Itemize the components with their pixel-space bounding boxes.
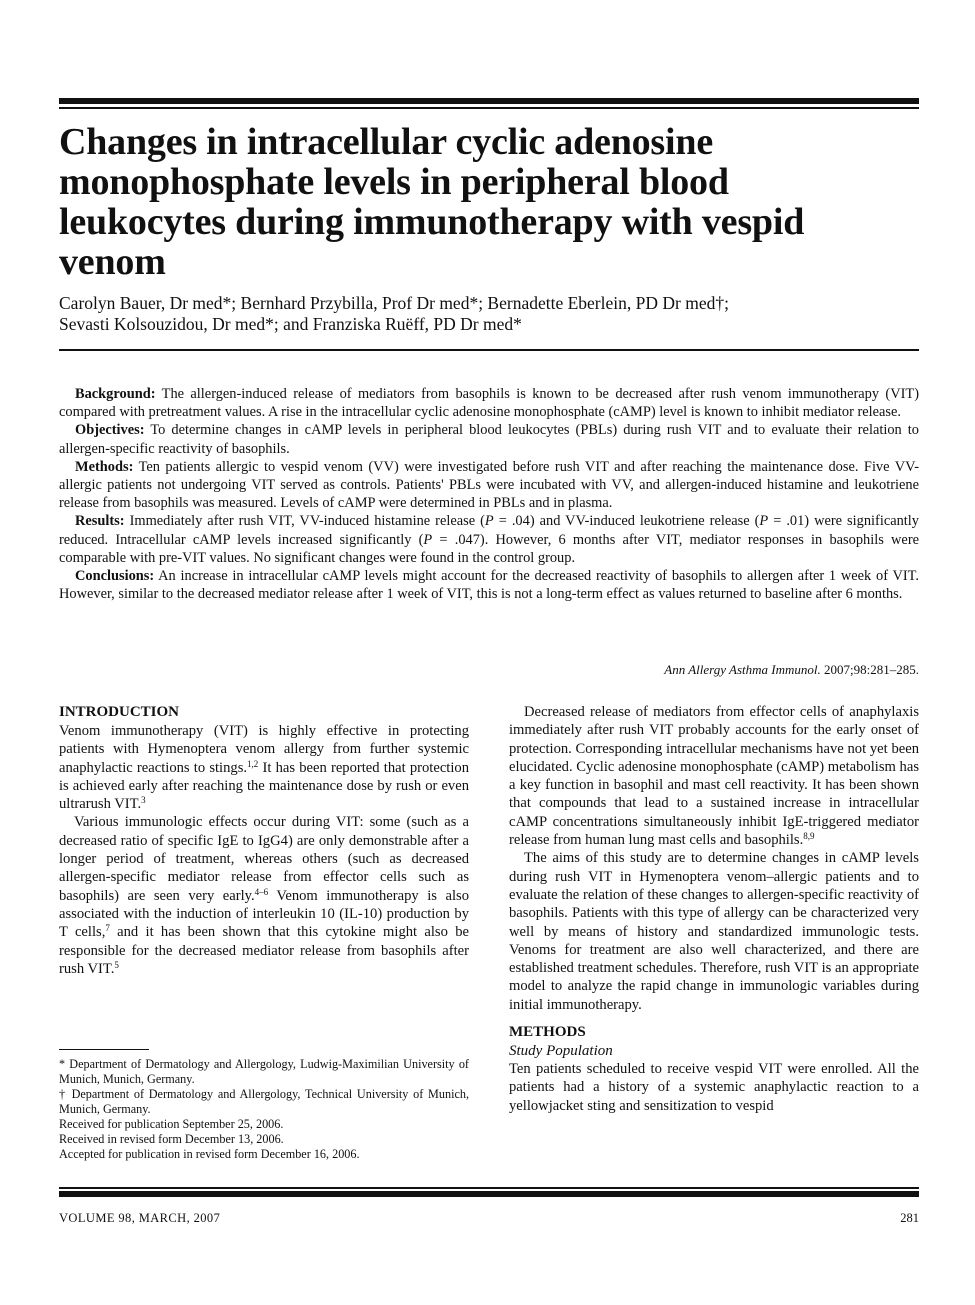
citation-superscript: 8,9 (803, 831, 815, 842)
citation-superscript: 5 (114, 959, 119, 970)
text-run: Various immunologic effects occur during VIT: some (such as a decreased ratio of specific IgE to IgG4) are only demonstrable after a longer period of treatment, whereas others (such as decreased allergen-specific mediator release from effector cells such as basophils) are seen very early. (59, 814, 469, 904)
journal-citation (664, 662, 919, 678)
results-text-3: = .01) were significantly reduced. Intracellular cAMP levels increased significantly ( (59, 513, 919, 548)
abstract-background-label: Background: (75, 386, 156, 402)
author-line-2: Sevasti Kolsouzidou, Dr med*; and Franziska Ruëff, PD Dr med* (59, 314, 522, 334)
abstract-methods (59, 458, 919, 513)
methods-paragraph-1: Ten patients scheduled to receive vespid VIT were enrolled. All the patients had a history of a systemic anaphylactic reaction to a yellowjacket sting and sensitization to vespid (509, 1061, 919, 1114)
results-text-1: Immediately after rush VIT, VV-induced histamine release ( (129, 513, 485, 530)
citation-journal: Ann Allergy Asthma Immunol. (664, 662, 821, 677)
page-number: 281 (900, 1211, 919, 1225)
bottom-rule-thick (59, 1191, 919, 1197)
methods-heading: METHODS (509, 1024, 586, 1041)
author-list (59, 293, 919, 335)
top-rule-thin (59, 107, 919, 109)
abstract-objectives-text: To determine changes in cAMP levels in peripheral blood leukocytes (PBLs) during rush VIT and to evaluate their relation to allergen-specific reactivity of basophils. (59, 422, 919, 457)
p-value-symbol: P (759, 513, 769, 530)
footnote-accepted: Accepted for publication in revised form December 16, 2006. (59, 1147, 360, 1161)
abstract-conclusions-label: Conclusions: (75, 568, 155, 585)
abstract-methods-label: Methods: (75, 458, 134, 475)
abstract-objectives-label: Objectives: (75, 422, 145, 439)
abstract-results (59, 512, 919, 567)
volume-info: VOLUME 98, MARCH, 2007 (59, 1211, 221, 1225)
abstract-objectives (59, 421, 919, 457)
p-value-symbol: P (484, 513, 494, 530)
footnote-revised: Received in revised form December 13, 2006. (59, 1132, 284, 1146)
p-value-symbol: P (423, 531, 433, 548)
bottom-rule-thin (59, 1187, 919, 1189)
footnote-affiliation-2: † Department of Dermatology and Allergology, Technical University of Munich, Munich, Germany. (59, 1087, 469, 1116)
abstract (59, 385, 919, 603)
footnotes (59, 1057, 469, 1162)
top-rule-thick (59, 98, 919, 104)
abstract-background (59, 385, 919, 421)
text-run: Venom immunotherapy (VIT) is highly effective in protecting patients with Hymenoptera venom allergy from further systemic anaphylactic reactions to stings. (59, 723, 469, 776)
abstract-results-label: Results: (75, 513, 125, 530)
left-column (59, 703, 469, 978)
author-line-1: Carolyn Bauer, Dr med*; Bernhard Przybilla, Prof Dr med*; Bernadette Eberlein, PD Dr med†; (59, 293, 729, 313)
citation-superscript: 7 (105, 923, 110, 934)
footnote-received: Received for publication September 25, 2006. (59, 1117, 284, 1131)
right-column (509, 703, 919, 1115)
citation-superscript: 3 (141, 795, 146, 806)
footnote-rule (59, 1049, 149, 1050)
abstract-conclusions-text: An increase in intracellular cAMP levels might account for the decreased reactivity of basophils to allergen after 1 week of VIT. However, similar to the decreased mediator release after 1 week of VIT, this is not a long-term effect as values returned to baseline after 6 months. (59, 568, 920, 603)
results-text-2: = .04) and VV-induced leukotriene release ( (493, 513, 760, 530)
intro-paragraph-2 (59, 813, 469, 978)
intro-paragraph-1 (59, 722, 469, 813)
citation-superscript: 1,2 (247, 758, 259, 769)
abstract-methods-text: Ten patients allergic to vespid venom (VV) were investigated before rush VIT and after reaching the maintenance dose. Five VV-allergic patients not undergoing VIT served as controls. Patients' PBLs were incubated with VV, and allergen-induced histamine and leukotriene release from basophils was measured. Levels of cAMP were determined in PBLs and in plasma. (59, 458, 919, 512)
text-run: It has been reported that protection is achieved early after reaching the maintenance dose by rush or even ultrarush VIT. (59, 759, 470, 813)
text-run: Decreased release of mediators from effector cells of anaphylaxis immediately after rush VIT probably accounts for the early onset of protection. Corresponding intracellular mechanisms have not yet been elucidated. Cyclic adenosine monophosphate (cAMP) metabolism has a key function in basophil and mast cell reactivity. It has been shown that compounds that lead to a sustained increase in intracellular cAMP concentrations simultaneously inhibit IgE-triggered mediator release from human lung mast cells and basophils. (509, 704, 919, 849)
abstract-background-text: The allergen-induced release of mediators from basophils is known to be decreased after rush venom immunotherapy (VIT) compared with pretreatment values. A rise in the intracellular cyclic adenosine monophosphate (cAMP) level is known to inhibit mediator release. (59, 386, 919, 421)
study-population-subheading: Study Population (509, 1043, 613, 1060)
intro-paragraph-3 (509, 703, 919, 849)
footnote-affiliation-1: * Department of Dermatology and Allergology, Ludwig-Maximilian University of Munich, Munich, Germany. (59, 1057, 469, 1086)
article-title: Changes in intracellular cyclic adenosine monophosphate levels in peripheral blood leukocytes during immunotherapy with vespid venom (59, 121, 805, 283)
text-run: Venom immunotherapy is also associated with the induction of interleukin 10 (IL-10) production by T cells, (59, 887, 469, 941)
intro-paragraph-4: The aims of this study are to determine changes in cAMP levels during rush VIT in Hymenoptera venom–allergic patients and to evaluate the relation of these changes to allergen-specific reactivity of basophils. Patients with this type of allergy can be characterized very well by means of history and standardized immunologic tests. Venoms for treatment are also well characterized, and there are established treatment schedules. Therefore, rush VIT is an appropriate model to analyze the rapid change in immunologic variables during initial immunotherapy. (509, 850, 919, 1013)
text-run: and it has been shown that this cytokine might also be responsible for the decreased mediator release from basophils after rush VIT. (59, 924, 469, 977)
citation-ref: 2007;98:281–285. (824, 662, 919, 677)
citation-superscript: 4–6 (254, 886, 269, 897)
results-text-4: = .047). However, 6 months after VIT, mediator responses in basophils were comparable with pre-VIT values. No significant changes were found in the control group. (59, 531, 919, 566)
header-divider (59, 349, 919, 351)
introduction-heading: INTRODUCTION (59, 704, 180, 720)
abstract-conclusions (59, 567, 919, 603)
